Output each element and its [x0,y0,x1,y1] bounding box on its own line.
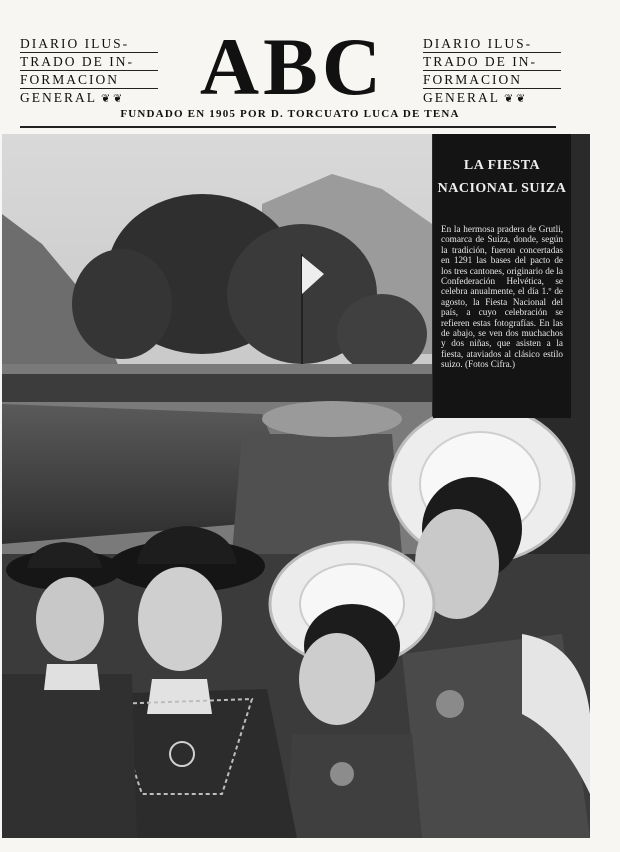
tree [337,294,427,374]
masthead-left-line-2: TRADO DE IN- [20,54,158,71]
masthead-right-block [423,36,561,109]
article-body: En la hermosa pradera de Grutli, comarca de Suiza, donde, según la tradición, fueron concertadas en 1291 las bases del pacto de los tres cantones, originario de la Confederación Helvética, se celebra anualmente, el día 1.º de agosto, la Fiesta Nacional del país, a cuyo celebración se refieren estas fotografías. En las de abajo, se ven dos muchachos y dos niñas, que asisten a la fiesta, ataviados al clásico estilo suizo. (Fotos Cifra.) [441,224,563,370]
masthead-right-line-4-text: GENERAL [423,90,500,105]
face-left-boy [36,577,104,661]
masthead [0,0,620,135]
article-title [433,154,571,200]
collar-middle-boy [147,679,212,714]
masthead-left-line-4 [20,90,158,108]
masthead-left-line-1: DIARIO ILUS- [20,36,158,53]
masthead-left-block [20,36,158,109]
leaf-ornament-icon: ❦ ❦ [101,93,123,105]
masthead-right-line-2: TRADO DE IN- [423,54,561,71]
tree [72,249,172,359]
flower-corsage [436,690,464,718]
article-title-line-2: NACIONAL SUIZA [437,181,567,196]
crowd-right [232,434,402,554]
masthead-left-line-3: FORMACION [20,72,158,89]
crowd-back [2,374,432,402]
bodice-middle-girl [287,734,422,838]
article-sidebar [433,134,571,418]
face-middle-girl [299,633,375,725]
masthead-right-line-1: DIARIO ILUS- [423,36,561,53]
leaf-ornament-icon: ❦ ❦ [504,93,526,105]
collar-left-boy [44,664,100,690]
masthead-rule [20,126,556,128]
jacket-left-boy [2,674,137,838]
masthead-right-line-4 [423,90,561,108]
newspaper-logo: ABC [199,21,386,112]
founded-line: FUNDADO EN 1905 POR D. TORCUATO LUCA DE TENA [120,108,460,120]
clearing [262,401,402,437]
masthead-left-line-4-text: GENERAL [20,90,97,105]
masthead-right-line-3: FORMACION [423,72,561,89]
face-middle-boy [138,567,222,671]
article-title-line-1: LA FIESTA [463,158,541,173]
flower-corsage-middle [330,762,354,786]
